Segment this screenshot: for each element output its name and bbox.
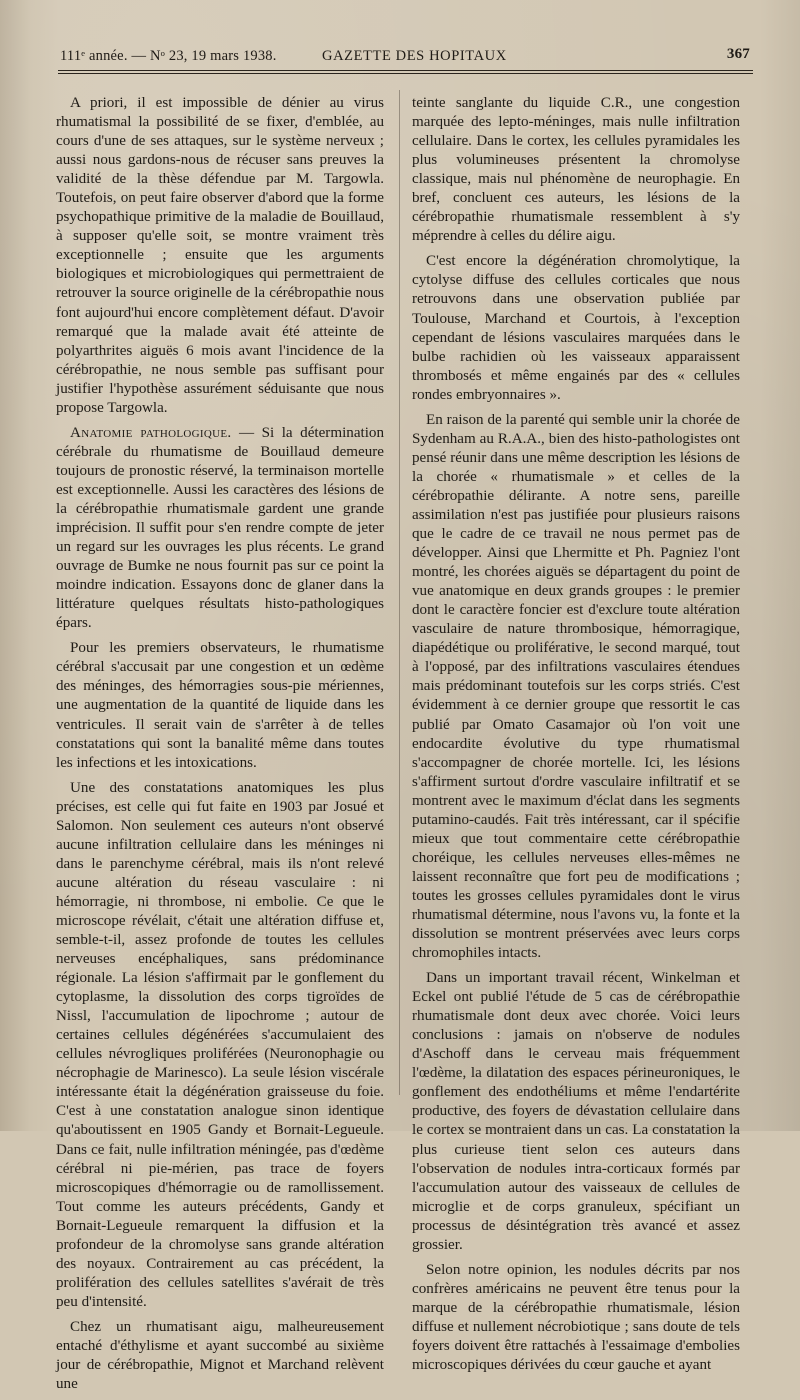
journal-title: GAZETTE DES HOPITAUX bbox=[322, 48, 507, 64]
paragraph-text: — Si la détermination cérébrale du rhumatisme de Bouillaud demeure toujours de pronostic réservé, la terminaison mortelle est exceptionnelle. Aussi les caractères des lésions de la cérébropathie rhumatismale gardent une grande imprécision. Il suffit pour s'en rendre compte de jeter un regard sur les ouvrages les plus récents. Le grand ouvrage de Bumke ne nous fournit pas sur ce point la moindre indication. Essayons donc de glaner dans la littérature quelques résultats histo-pathologiques épars. bbox=[56, 424, 384, 632]
paragraph-continued: teinte sanglante du liquide C.R., une congestion marquée des lepto-méninges, mais nulle infiltration cellulaire. Dans le cortex, les cellules pyramidales les plus volumineuses présentent la chromolyse classique, mais nul phénomène de neurophagie. En bref, concluent ces auteurs, les lésions de la cérébropathie rhumatismale ressemblent à s'y méprendre à celles du délire aigu. bbox=[412, 95, 740, 245]
page-header bbox=[60, 46, 750, 68]
right-column bbox=[412, 94, 740, 1381]
column-divider bbox=[399, 90, 400, 1095]
paragraph: Selon notre opinion, les nodules décrits par nos confrères américains ne peuvent être tenus pour la marque de la cérébropathie rhumatismale, lésion diffuse et nullement nécrobiotique ; sans doute de tels foyers doivent être rattachés à l'essaimage d'embolies microscopiques dérivées du cœur gauche et ayant bbox=[412, 1261, 740, 1374]
header-rule-top bbox=[58, 70, 753, 71]
issue-info: 111ᵉ année. — Nᵒ 23, 19 mars 1938. bbox=[60, 48, 277, 64]
left-column bbox=[56, 94, 384, 1400]
paragraph: Pour les premiers observateurs, le rhumatisme cérébral s'accusait par une congestion et un œdème des méninges, des hémorragies sous-pie mériennes, une augmentation de la quantité de liquide dans les ventricules. Il serait vain de s'arrêter à de telles constatations qui sont la banalité même dans toutes les infections et les intoxications. bbox=[56, 640, 384, 771]
page-number: 367 bbox=[726, 46, 750, 62]
paragraph-anatomie bbox=[56, 424, 384, 634]
paragraph: Une des constatations anatomiques les plus précises, est celle qui fut faite en 1903 par Josué et Salomon. Non seulement ces auteurs n'ont observé aucune infiltration cellulaire dans les méninges ni dans le parenchyme cérébral, mais ils n'ont relevé aucune altération du réseau vasculaire : ni hémorragie, ni thrombose, ni embolie. Ce que le microscope révélait, c'était une altération diffuse et, semble-t-il, assez profonde de toutes les cellules nerveuses encéphaliques, sans prédominance régionale. La lésion s'affirmait par le gonflement du cytoplasme, la dissolution des corps tigroïdes de Nissl, l'accumulation de lipochrome ; autour de certaines cellules dégénérées s'accumulaient des cellules névrogliques proliférées (Neuronophagie ou nécrophagie de Marinesco). La seule lésion viscérale intéressante était la dégénération graisseuse du foie. C'est à une constatation analogue sinon identique qu'aboutissent en 1905 Gandy et Bornait-Legueule. Dans ce fait, nulle infiltration méningée, pas d'œdème cérébral ni pie-mérien, pas trace de foyers microscopiques d'hémorragie ou de ramollissement. Tout comme les auteurs précédents, Gandy et Bornait-Legueule remarquent la diffusion et la profondeur de la chromolyse sans grande altération des noyaux. Contrairement au cas précédent, la prolifération des cellules satellites s'avérait de très peu d'intensité. bbox=[56, 779, 384, 1310]
paragraph: A priori, il est impossible de dénier au virus rhumatismal la possibilité de se fixer, d'emblée, au cours d'une de ses attaques, sur le système nerveux ; aussi nous gardons-nous de récuser sans preuves la validité de la thèse défendue par M. Targowla. Toutefois, on peut faire observer d'abord que la forme psychopathique primitive de la maladie de Bouillaud, à supposer qu'elle soit, se montre vraiment très exceptionnelle ; ensuite que les arguments biologiques et microbiologiques qui permettraient de retrouver la source originelle de la cérébropathie nous font aujourd'hui encore complètement défaut. D'avoir remarqué que la malade avait été atteinte de polyarthrites aiguës 6 mois avant l'incidence de la cérébropathie, ne nous semble pas suffisant pour justifier l'hypothèse assurément séduisante que nous propose Targowla. bbox=[56, 95, 384, 416]
paragraph: C'est encore la dégénération chromolytique, la cytolyse diffuse des cellules corticales que nous retrouvons dans une observation publiée par Toulouse, Marchand et Courtois, à l'exception cependant de lésions vasculaires marquées dans le bulbe rachidien où les vaisseaux apparaissent thrombosés et même engainés par des « cellules rondes embryonnaires ». bbox=[412, 253, 740, 403]
header-rule-bottom bbox=[58, 73, 753, 74]
paragraph: Dans un important travail récent, Winkelman et Eckel ont publié l'étude de 5 cas de cérébropathie rhumatismale dont deux avec chorée. Voici leurs conclusions : jamais on n'observe de nodules d'Aschoff dans le cerveau mais fréquemment l'œdème, la dilatation des espaces périneuroniques, le gonflement des endothéliums et même l'endartérite productive, des foyers de dévastation cellulaire dans le cortex se montraient dans un cas. La constatation la plus curieuse tient selon ces auteurs dans l'observation de nodules intra-corticaux formés par l'accumulation autour des vaisseaux de cellules de microglie et de corps granuleux, spécifiant un processus de désintégration très avancé et assez grossier. bbox=[412, 970, 740, 1253]
paragraph: En raison de la parenté qui semble unir la chorée de Sydenham au R.A.A., bien des histo-pathologistes ont pensé réunir dans une même description les lésions de la chorée « rhumatismale » et celles de la cérébropathie délirante. A notre sens, pareille assimilation n'est pas justifiée pour plusieurs raisons que le cadre de ce travail ne nous permet pas de développer. Ainsi que Lhermitte et Ph. Pagniez l'ont montré, les chorées aiguës se départagent du point de vue anatomique en deux grands groupes : le premier dont le caractère foncier est d'exclure toute altération vasculaire de nature thrombosique, hémorragique, diapédétique ou proliférative, le second marqué, tout à l'opposé, par des infiltrations vasculaires étendues mais prédominant toutefois sur les corps striés. C'est évidemment à ce dernier groupe que ressortit le cas publié par Omato Casamajor où l'on voit une endocardite évolutive du type rhumatismal s'accompagner de chorée mortelle. Ici, les lésions s'affirment surtout d'ordre vasculaire infiltratif et se montrent avec le maximum d'éclat dans les segments putamino-caudés. Fait très intéressant, car il spécifie mieux que tout commentaire cette cérébropathie choréique, les cellules nerveuses elles-mêmes ne laissent reconnaître que fort peu de modifications ; toutes les grosses cellules pyramidales dont le virus rhumatismal détermine, nous l'avons vu, la fonte et la dissolution se montrent préservées avec leurs corps chromophiles intacts. bbox=[412, 411, 740, 962]
section-title: Anatomie pathologique. bbox=[70, 424, 232, 441]
paragraph: Chez un rhumatisant aigu, malheureusement entaché d'éthylisme et ayant succombé au sixième jour de cérébropathie, Mignot et Marchand relèvent une bbox=[56, 1318, 384, 1393]
